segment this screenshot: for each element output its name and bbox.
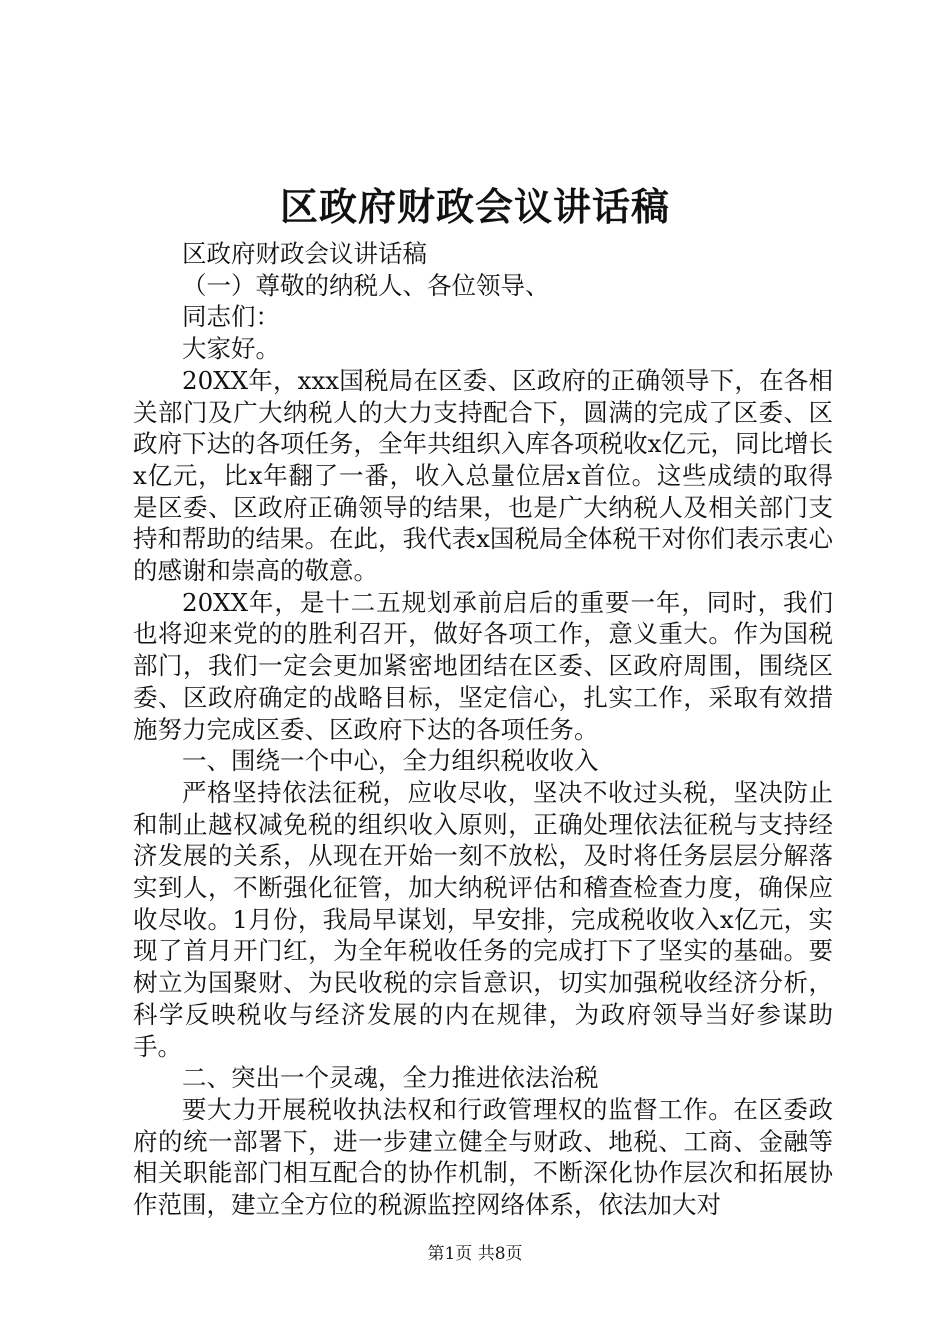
paragraph-review: 20XX年，xxx国税局在区委、区政府的正确领导下，在各相关部门及广大纳税人的大力支持配合下，圆满的完成了区委、区政府下达的各项任务，全年共组织入库各项税收x亿元，同比增长x亿元，比x年翻了一番，收入总量位居x首位。这些成绩的取得是区委、区政府正确领导的结果，也是广大纳税人及相关部门支持和帮助的结果。在此，我代表x国税局全体税干对你们表示衷心的感谢和崇高的敬意。 (133, 365, 833, 586)
paragraph-subtitle: 区政府财政会议讲话稿 (182, 239, 427, 268)
document-title: 区政府财政会议讲话稿 (279, 184, 670, 229)
document-body (133, 238, 833, 1221)
paragraph-section-1: 严格坚持依法征税，应收尽收，坚决不收过头税，坚决防止和制止越权减免税的组织收入原则，正确处理依法征税与支持经济发展的关系，从现在开始一刻不放松，及时将任务层层分解落实到人，不断强化征管，加大纳税评估和稽查检查力度，确保应收尽收。1月份，我局早谋划，早安排，完成税收收入x亿元，实现了首月开门红，为全年税收任务的完成打下了坚实的基础。要树立为国聚财、为民收税的宗旨意识，切实加强税收经济分析，科学反映税收与经济发展的内在规律，为政府领导当好参谋助手。 (133, 777, 833, 1061)
paragraph-salutation: （一）尊敬的纳税人、各位领导、 (182, 270, 550, 300)
paragraph-greeting: 大家好。 (182, 334, 280, 364)
paragraph-outlook: 20XX年，是十二五规划承前启后的重要一年，同时，我们也将迎来党的的胜利召开，做好各项工作，意义重大。作为国税部门，我们一定会更加紧密地团结在区委、区政府周围，围绕区委、区政府确定的战略目标，坚定信心，扎实工作，采取有效措施努力完成区委、区政府下达的各项任务。 (133, 587, 833, 744)
page-footer: 第1页 共8页 (427, 1244, 523, 1264)
section-heading-1: 一、围绕一个中心，全力组织税收收入 (182, 746, 599, 776)
paragraph-section-2: 要大力开展税收执法权和行政管理权的监督工作。在区委政府的统一部署下，进一步建立健全与财政、地税、工商、金融等相关职能部门相互配合的协作机制，不断深化协作层次和拓展协作范围，建立全方位的税源监控网络体系，依法加大对 (133, 1094, 833, 1220)
paragraph-salutation-cont: 同志们： (182, 302, 280, 332)
section-heading-2: 二、突出一个灵魂，全力推进依法治税 (182, 1063, 599, 1093)
